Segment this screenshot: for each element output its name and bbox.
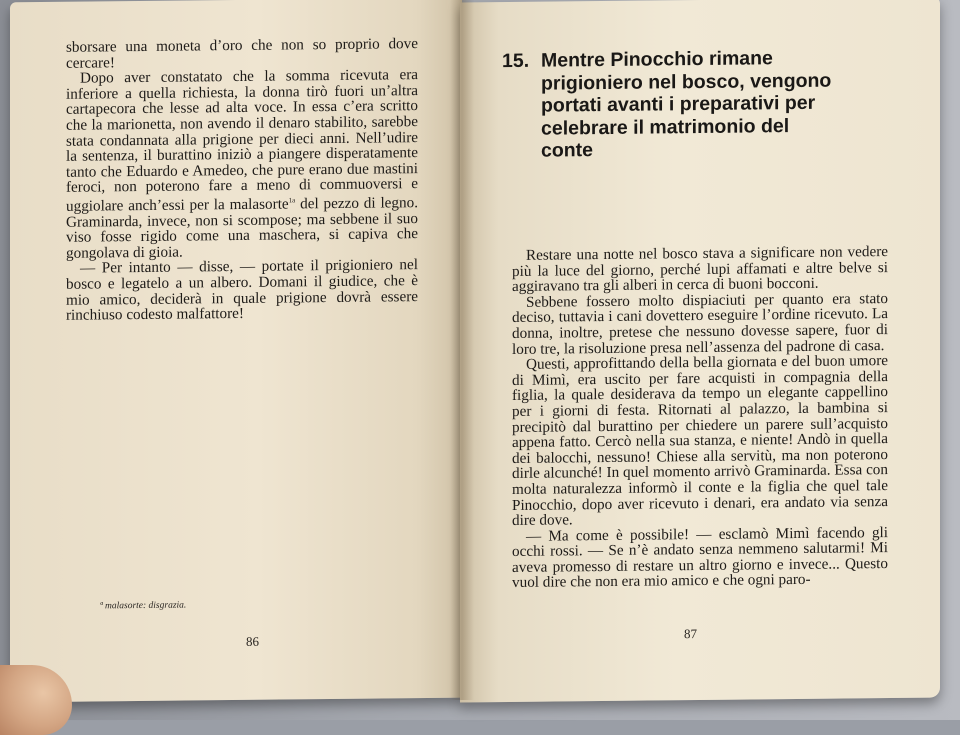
left-paragraph-2-cont: del pezzo di legno. Graminarda, invece, non si scompose; ma sebbene il suo viso fosse rigido come una maschera, si capiva che gongolava di gioia. [66,194,418,262]
left-page-text [66,36,418,323]
chapter-heading [502,47,842,163]
chapter-number: 15. [502,49,530,73]
right-page-text [512,244,888,591]
book-gutter [450,0,474,700]
footnote-mark: 1a [288,196,296,205]
left-paragraph-1: sborsare una moneta d’oro che non so proprio dove cercare! [66,35,418,72]
footnote: ª malasorte: disgrazia. [100,600,187,612]
page-number-right: 87 [684,626,697,642]
right-paragraph-3: Questi, approfittando della bella giornata e del buon umore di Mimì, era uscito per fare acquisti in compagnia della figlia, la quale desiderava da tempo un elegante cappellino per i giorni di festa. Ritornati al palazzo, la bambina si precipitò dal burattino per chiedere un parere sull’acquisto appena fatto. Cercò nella sua stanza, e niente! Andò in quella dei balocchi, nessuno! Chiese alla servitù, ma non poterono dirle alcunché! In quel momento arrivò Graminarda. Essa con molta naturalezza informò il conte e la figlia che quel tale Pinocchio, dopo aver ricevuto i denari, era andato via senza dire dove. [512,352,888,530]
left-paragraph-3: — Per intanto — disse, — portate il prigioniero nel bosco e legatelo a un albero. Domani il giudice, che è mio amico, deciderà in quale prigione dovrà essere rinchiuso codesto malfattore! [66,256,418,324]
right-paragraph-2: Sebbene fossero molto dispiaciuti per quanto era stato deciso, tuttavia i cani dovettero eseguire l’ordine ricevuto. La donna, inoltre, pretese che nessuno dovesse sapere, fuor di loro tre, la risoluzione presa nell’assenza del padrone di casa. [512,289,888,358]
left-paragraph-2 [66,67,418,261]
chapter-title: Mentre Pinocchio rimane prigioniero nel bosco, vengono portati avanti i preparativi per celebrare il matrimonio del conte [541,47,832,162]
right-page [460,0,940,703]
left-paragraph-2-text: Dopo aver constatato che la somma ricevuta era inferiore a quella richiesta, la donna tirò fuori un’altra cartapecora che lesse ad alta voce. In essa c’era scritto che la marionetta, non avendo il denaro stabilito, sarebbe stata condannata alla prigione per dieci anni. Nell’udire la sentenza, il burattino iniziò a piangere disperatamente tanto che Eduardo e Amedeo, che pure erano due mastini feroci, non poterono fare a meno di commuoversi e uggiolare anch’essi per la malasorte [66,66,418,215]
page-number-left: 86 [246,633,259,649]
right-paragraph-1: Restare una notte nel bosco stava a significare non vedere più la luce del giorno, perché lupi affamati e altre belve si aggiravano tra gli alberi in cerca di buoni bocconi. [512,243,888,296]
right-paragraph-4: — Ma come è possibile! — esclamò Mimì facendo gli occhi rossi. — Se n’è andato senza nemmeno salutarmi! Mi aveva promesso di restare un altro giorno e invece... Questo vuol dire che non era mio amico e che ogni paro- [512,523,888,592]
open-book [10,0,945,705]
left-page [10,0,462,702]
